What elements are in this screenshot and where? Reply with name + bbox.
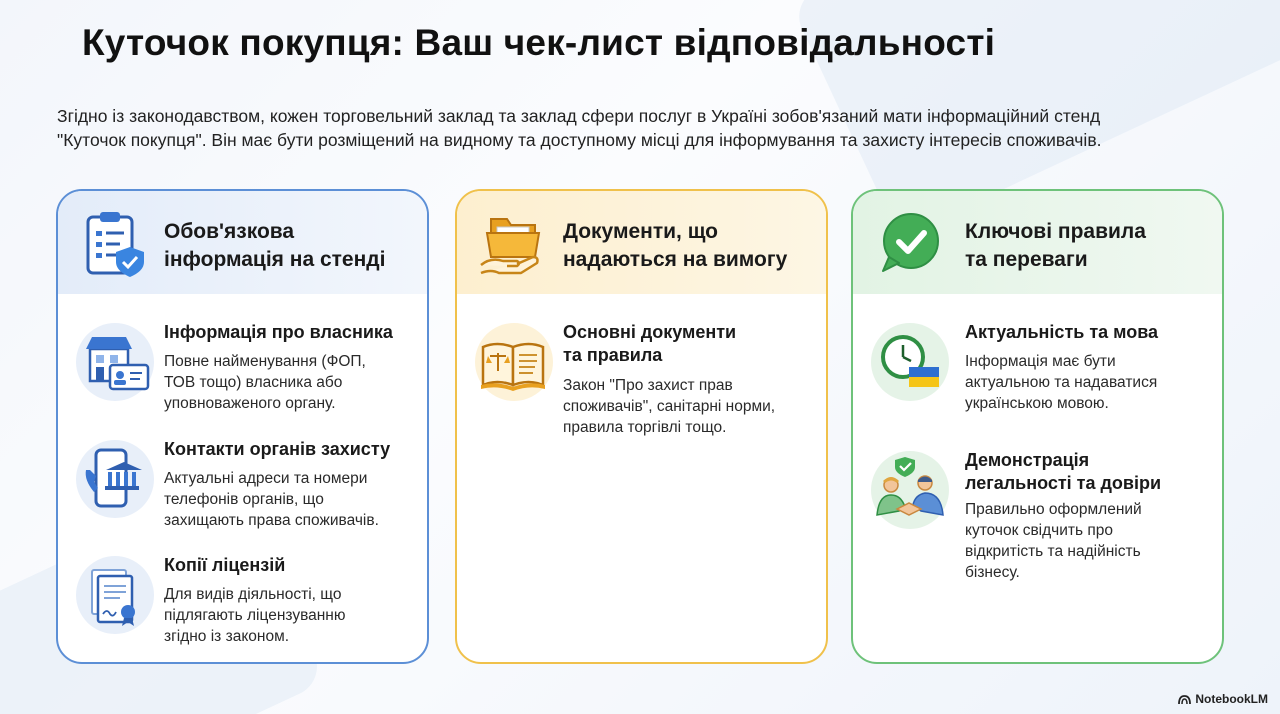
card-title (563, 218, 823, 274)
item-title-line: Основні документи (563, 322, 737, 342)
card-mandatory-info (56, 189, 429, 664)
card-header (58, 191, 427, 294)
license-documents-icon (76, 556, 154, 634)
item-description (164, 584, 419, 647)
item-description (164, 468, 419, 531)
item-description (164, 351, 419, 414)
item-text-line: захищають права споживачів. (164, 512, 379, 529)
item-title: Актуальність та мова (965, 322, 1159, 342)
intro-line: Згідно із законодавством, кожен торговельний заклад та заклад сфери послуг в Україні зобов'язаний мати інформаційний стенд (57, 106, 1101, 126)
item-text-line: куточок свідчить про (965, 522, 1114, 539)
item-text-line: актуальною та надаватися (965, 374, 1158, 391)
item-title-line: легальності та довіри (965, 473, 1162, 493)
card-title-line: інформація на стенді (164, 248, 386, 271)
item-text-line: Закон "Про захист прав (563, 377, 733, 394)
item-text-line: Інформація має бути (965, 353, 1116, 370)
clock-flag-icon (871, 323, 949, 401)
item-text-line: бізнесу. (965, 564, 1020, 581)
item-text-line: Актуальні адреси та номери (164, 470, 368, 487)
item-text-line: уповноваженого органу. (164, 395, 336, 412)
item-text-line: телефонів органів, що (164, 491, 324, 508)
clipboard-shield-icon (78, 207, 150, 279)
item-text-line: правила торгівлі тощо. (563, 419, 727, 436)
check-bubble-icon (873, 207, 945, 279)
item-title: Контакти органів захисту (164, 439, 391, 459)
brand-watermark (1178, 692, 1268, 706)
notebooklm-logo-icon (1178, 694, 1191, 705)
law-book-icon (475, 323, 553, 401)
folder-hand-icon (477, 207, 549, 279)
item-title-line: Демонстрація (965, 450, 1090, 470)
card-title-line: Ключові правила (965, 220, 1146, 243)
item-text-line: згідно із законом. (164, 628, 290, 645)
item-title (965, 449, 1224, 495)
card-title-line: та переваги (965, 248, 1088, 271)
card-title-line: надаються на вимогу (563, 248, 788, 271)
card-documents-on-request (455, 189, 828, 664)
phone-bank-icon (76, 440, 154, 518)
intro-line: "Куточок покупця". Він має бути розміщений на видному та доступному місці для інформування та захисту інтересів споживачів. (57, 130, 1102, 150)
handshake-people-icon (871, 451, 949, 529)
item-text-line: українською мовою. (965, 395, 1109, 412)
item-text-line: Повне найменування (ФОП, (164, 353, 366, 370)
card-header (853, 191, 1222, 294)
intro-text (57, 104, 1247, 152)
item-text-line: підлягають ліцензуванню (164, 607, 346, 624)
item-title: Копії ліцензій (164, 555, 286, 575)
card-header (457, 191, 826, 294)
item-description (965, 351, 1220, 414)
page-title: Куточок покупця: Ваш чек-лист відповідальності (82, 22, 996, 63)
item-title (563, 321, 823, 367)
brand-name: NotebookLM (1195, 692, 1268, 706)
store-id-card-icon (76, 323, 154, 401)
card-title (164, 218, 424, 274)
card-title (965, 218, 1224, 274)
item-text-line: Правильно оформлений (965, 501, 1142, 518)
item-text-line: відкритість та надійність (965, 543, 1141, 560)
card-title-line: Документи, що (563, 220, 718, 243)
item-description (563, 375, 818, 438)
card-title-line: Обов'язкова (164, 220, 295, 243)
card-key-rules (851, 189, 1224, 664)
item-text-line: Для видів діяльності, що (164, 586, 342, 603)
item-text-line: споживачів", санітарні норми, (563, 398, 776, 415)
item-text-line: ТОВ тощо) власника або (164, 374, 343, 391)
item-title-line: та правила (563, 345, 663, 365)
item-description (965, 499, 1220, 583)
item-title: Інформація про власника (164, 322, 393, 342)
